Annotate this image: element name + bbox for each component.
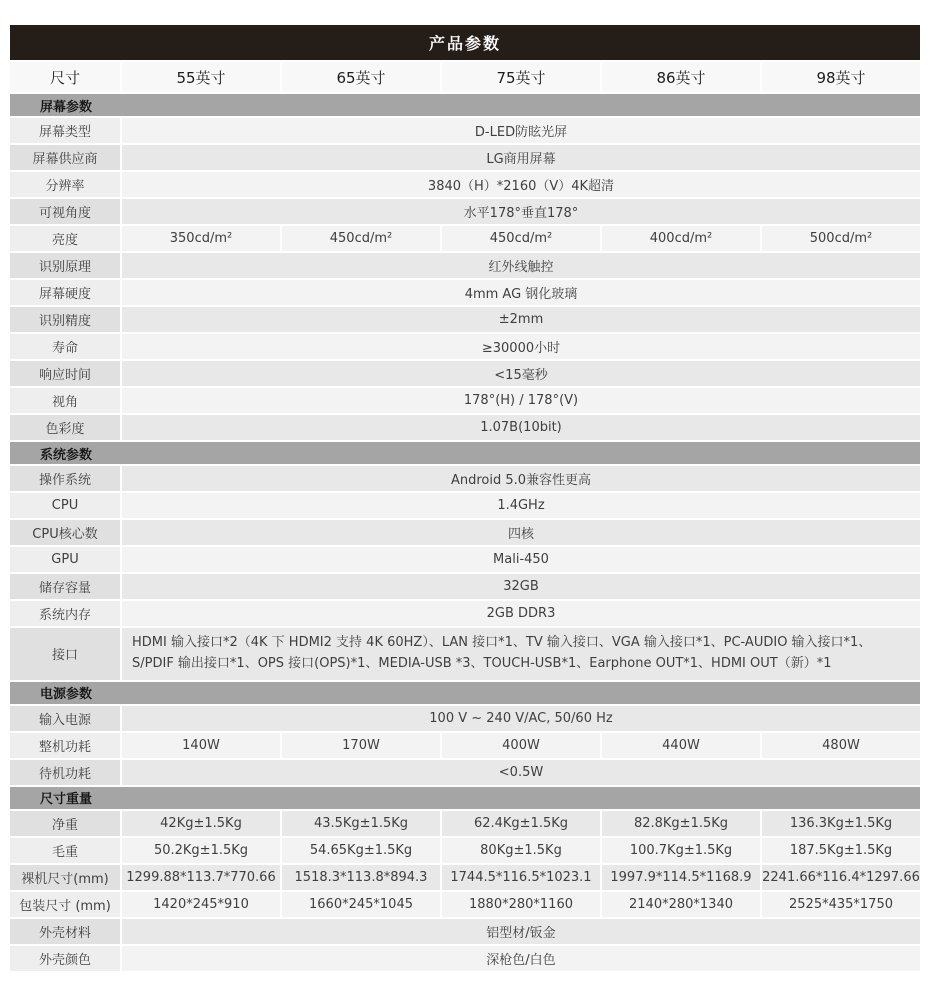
spec-value-span: Mali-450 <box>122 547 920 572</box>
spec-value-cell: 187.5Kg±1.5Kg <box>762 838 920 863</box>
spec-value-cell: 1997.9*114.5*1168.9 <box>602 865 760 890</box>
spec-row <box>10 226 920 251</box>
spec-row <box>10 520 920 545</box>
spec-value-cell: 80Kg±1.5Kg <box>442 838 600 863</box>
section-heading-label: 电源参数 <box>40 687 93 703</box>
spec-row <box>10 493 920 518</box>
section-heading <box>10 787 920 809</box>
section-heading-label: 屏幕参数 <box>40 99 93 115</box>
size-column-header: 86英寸 <box>602 62 760 92</box>
spec-row <box>10 760 920 785</box>
spec-row <box>10 547 920 572</box>
spec-value-cell: 50.2Kg±1.5Kg <box>122 838 280 863</box>
spec-value-span: LG商用屏幕 <box>122 145 920 170</box>
spec-value-span: 水平178°垂直178° <box>122 199 920 224</box>
spec-row <box>10 919 920 944</box>
spec-row <box>10 361 920 386</box>
spec-value-cell: 54.65Kg±1.5Kg <box>282 838 440 863</box>
section-heading <box>10 682 920 704</box>
spec-row <box>10 118 920 143</box>
spec-value-cell: 1518.3*113.8*894.3 <box>282 865 440 890</box>
spec-row-label: CPU <box>10 493 120 518</box>
spec-value-span: 4mm AG 钢化玻璃 <box>122 280 920 305</box>
spec-value-cell: 1660*245*1045 <box>282 892 440 917</box>
size-header-label: 尺寸 <box>10 62 120 92</box>
spec-value-span: D-LED防眩光屏 <box>122 118 920 143</box>
spec-row <box>10 811 920 836</box>
spec-row <box>10 280 920 305</box>
spec-row-label: 色彩度 <box>10 415 120 440</box>
spec-value-span: HDMI 输入接口*2（4K 下 HDMI2 支持 4K 60HZ）、LAN 接口*1、TV 输入接口、VGA 输入接口*1、PC-AUDIO 输入接口*1、S/PDIF 输出接口*1、OPS 接口(OPS)*1、MEDIA-USB *3、TOUCH-USB*1、Earphone OUT*1、HDMI OUT（新）*1 <box>122 628 920 680</box>
spec-value-span: 1.07B(10bit) <box>122 415 920 440</box>
spec-value-cell: 500cd/m² <box>762 226 920 251</box>
table-title-bar <box>10 25 920 60</box>
spec-row-label: 毛重 <box>10 838 120 863</box>
spec-value-span: 100 V ~ 240 V/AC, 50/60 Hz <box>122 706 920 731</box>
spec-value-span: <15毫秒 <box>122 361 920 386</box>
spec-value-cell: 2241.66*116.4*1297.66 <box>762 865 920 890</box>
spec-row-label: 寿命 <box>10 334 120 359</box>
size-column-header: 98英寸 <box>762 62 920 92</box>
spec-row <box>10 199 920 224</box>
spec-row <box>10 601 920 626</box>
sections-container <box>10 94 920 971</box>
spec-value-cell: 82.8Kg±1.5Kg <box>602 811 760 836</box>
spec-row-label: GPU <box>10 547 120 572</box>
spec-value-cell: 450cd/m² <box>442 226 600 251</box>
spec-row-label: 待机功耗 <box>10 760 120 785</box>
section-heading-label: 系统参数 <box>40 447 93 463</box>
spec-row-label: 外壳材料 <box>10 919 120 944</box>
size-header-row <box>10 62 920 92</box>
spec-value-span: ≥30000小时 <box>122 334 920 359</box>
spec-value-cell: 62.4Kg±1.5Kg <box>442 811 600 836</box>
spec-value-cell: 1420*245*910 <box>122 892 280 917</box>
spec-value-cell: 2525*435*1750 <box>762 892 920 917</box>
spec-row-label: 识别精度 <box>10 307 120 332</box>
spec-row <box>10 466 920 491</box>
spec-value-span: ±2mm <box>122 307 920 332</box>
spec-value-cell: 170W <box>282 733 440 758</box>
spec-row-label: 接口 <box>10 628 120 680</box>
spec-table <box>10 25 920 971</box>
spec-row <box>10 145 920 170</box>
spec-row <box>10 334 920 359</box>
spec-value-cell: 1299.88*113.7*770.66 <box>122 865 280 890</box>
spec-value-span: 2GB DDR3 <box>122 601 920 626</box>
spec-row-label: 输入电源 <box>10 706 120 731</box>
spec-row-label: 识别原理 <box>10 253 120 278</box>
spec-value-span: 深枪色/白色 <box>122 946 920 971</box>
spec-row-label: 屏幕供应商 <box>10 145 120 170</box>
spec-value-cell: 480W <box>762 733 920 758</box>
spec-value-span: 32GB <box>122 574 920 599</box>
page-title: 产品参数 <box>428 34 501 53</box>
spec-row <box>10 946 920 971</box>
spec-row-label: 亮度 <box>10 226 120 251</box>
spec-row <box>10 307 920 332</box>
spec-value-cell: 140W <box>122 733 280 758</box>
spec-value-cell: 1744.5*116.5*1023.1 <box>442 865 600 890</box>
spec-value-cell: 400W <box>442 733 600 758</box>
spec-value-span: <0.5W <box>122 760 920 785</box>
spec-value-cell: 350cd/m² <box>122 226 280 251</box>
size-column-header: 65英寸 <box>282 62 440 92</box>
spec-row-label: 整机功耗 <box>10 733 120 758</box>
spec-row-label: 系统内存 <box>10 601 120 626</box>
spec-value-span: 铝型材/钣金 <box>122 919 920 944</box>
spec-row-label: 屏幕硬度 <box>10 280 120 305</box>
spec-value-span: 178°(H) / 178°(V) <box>122 388 920 413</box>
size-column-header: 75英寸 <box>442 62 600 92</box>
section-heading <box>10 442 920 464</box>
spec-value-cell: 400cd/m² <box>602 226 760 251</box>
spec-row <box>10 628 920 680</box>
spec-value-span: Android 5.0兼容性更高 <box>122 466 920 491</box>
spec-value-span: 3840（H）*2160（V）4K超清 <box>122 172 920 197</box>
spec-value-span: 红外线触控 <box>122 253 920 278</box>
size-column-header: 55英寸 <box>122 62 280 92</box>
spec-row <box>10 388 920 413</box>
spec-row <box>10 415 920 440</box>
spec-row-label: 屏幕类型 <box>10 118 120 143</box>
spec-row-label: 操作系统 <box>10 466 120 491</box>
spec-row-label: 储存容量 <box>10 574 120 599</box>
section-heading-label: 尺寸重量 <box>40 792 93 808</box>
section-heading <box>10 94 920 116</box>
spec-value-cell: 43.5Kg±1.5Kg <box>282 811 440 836</box>
spec-row-label: 可视角度 <box>10 199 120 224</box>
spec-row <box>10 892 920 917</box>
spec-row-label: 响应时间 <box>10 361 120 386</box>
spec-row-label: 分辨率 <box>10 172 120 197</box>
spec-row <box>10 253 920 278</box>
spec-row-label: 外壳颜色 <box>10 946 120 971</box>
spec-row-label: CPU核心数 <box>10 520 120 545</box>
spec-row <box>10 733 920 758</box>
spec-value-cell: 42Kg±1.5Kg <box>122 811 280 836</box>
spec-value-cell: 1880*280*1160 <box>442 892 600 917</box>
spec-row <box>10 172 920 197</box>
spec-value-cell: 100.7Kg±1.5Kg <box>602 838 760 863</box>
spec-value-cell: 136.3Kg±1.5Kg <box>762 811 920 836</box>
spec-value-cell: 440W <box>602 733 760 758</box>
spec-row-label: 净重 <box>10 811 120 836</box>
spec-row-label: 包装尺寸 (mm) <box>10 892 120 917</box>
spec-value-cell: 450cd/m² <box>282 226 440 251</box>
spec-row <box>10 838 920 863</box>
spec-row-label: 裸机尺寸(mm) <box>10 865 120 890</box>
spec-row <box>10 865 920 890</box>
spec-row <box>10 574 920 599</box>
spec-value-span: 1.4GHz <box>122 493 920 518</box>
spec-row-label: 视角 <box>10 388 120 413</box>
spec-value-span: 四核 <box>122 520 920 545</box>
spec-row <box>10 706 920 731</box>
spec-value-cell: 2140*280*1340 <box>602 892 760 917</box>
